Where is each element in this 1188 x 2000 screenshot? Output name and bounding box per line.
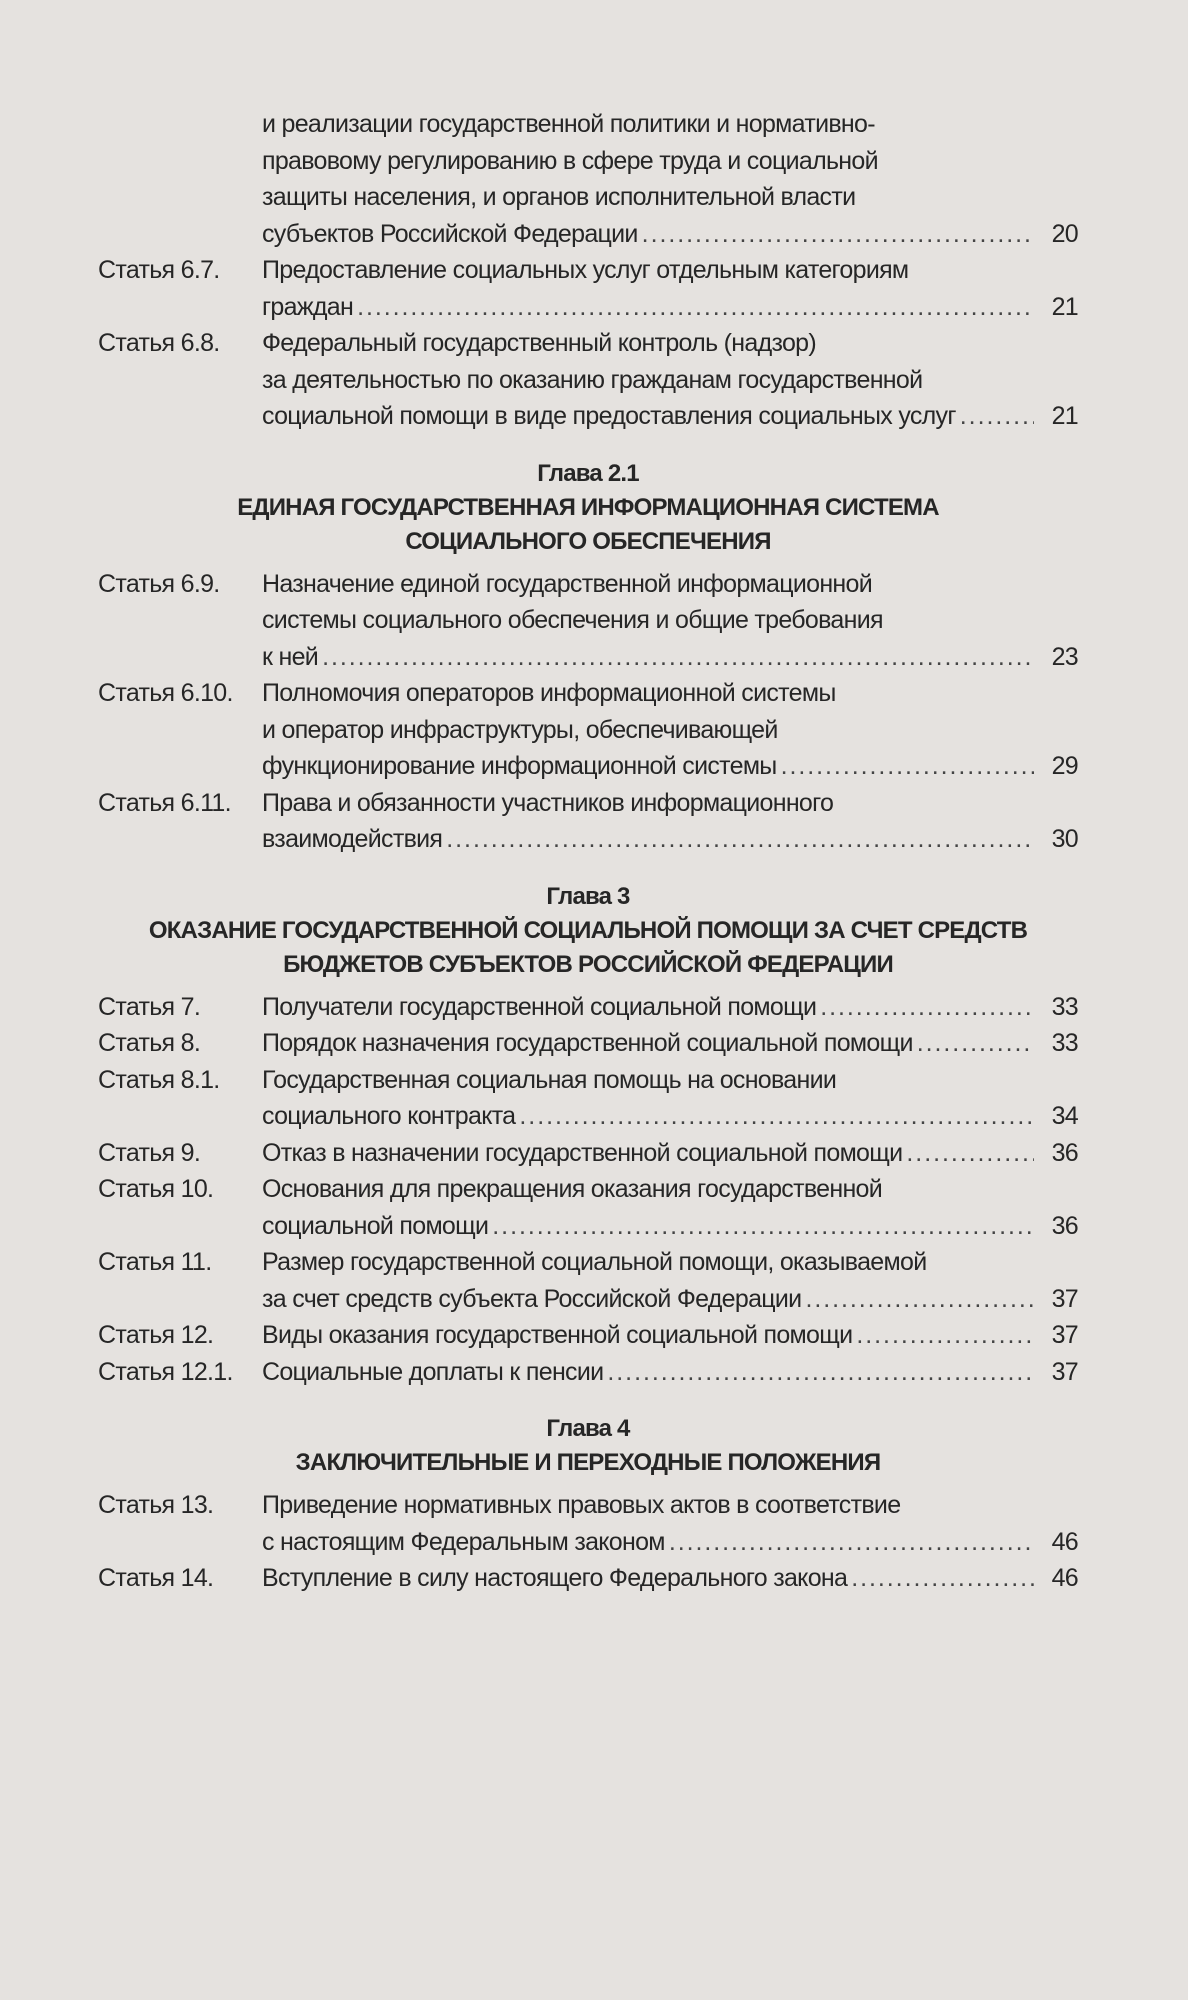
page-number: 23	[1051, 642, 1078, 671]
page-number: 20	[1051, 219, 1078, 248]
entry-title-text: Социальные доплаты к пенсии	[262, 1357, 604, 1386]
article-label: Статья 10.	[98, 1175, 214, 1203]
article-label: Статья 6.9.	[98, 569, 220, 598]
entry-title-text: Предоставление социальных услуг отдельным категориям	[262, 256, 909, 284]
toc-entry	[98, 325, 1078, 435]
dot-leader	[906, 1135, 1034, 1172]
entry-title-text: граждан	[262, 292, 354, 321]
toc-line	[98, 566, 1078, 603]
entry-title-text: защиты населения, и органов исполнительной власти	[262, 183, 856, 211]
entry-title-text: Назначение единой государственной информационной	[262, 569, 873, 598]
toc-entry	[98, 1135, 1078, 1172]
toc-entry	[98, 1560, 1078, 1597]
article-label: Статья 13.	[98, 1491, 214, 1519]
chapter-title: БЮДЖЕТОВ СУБЪЕКТОВ РОССИЙСКОЙ ФЕДЕРАЦИИ	[283, 950, 893, 978]
toc-line	[98, 1317, 1078, 1354]
article-label: Статья 8.1.	[98, 1065, 220, 1094]
entry-title-text: Размер государственной социальной помощи, оказываемой	[262, 1248, 927, 1276]
dot-leader	[917, 1025, 1034, 1062]
chapter-number: Глава 2.1	[537, 459, 639, 487]
entry-title-text: и реализации государственной политики и нормативно-	[262, 110, 875, 138]
dot-leader	[357, 289, 1034, 326]
page-number: 21	[1051, 292, 1078, 321]
toc-entry	[98, 989, 1078, 1026]
toc-line	[98, 748, 1078, 785]
toc-line	[98, 1171, 1078, 1208]
entry-title-text: Полномочия операторов информационной системы	[262, 679, 836, 707]
toc-line	[98, 1524, 1078, 1561]
toc-entry	[98, 1025, 1078, 1062]
toc-entry	[98, 1487, 1078, 1560]
article-label: Статья 6.10.	[98, 679, 233, 707]
article-label	[98, 602, 262, 639]
toc-line	[98, 252, 1078, 289]
toc-entry	[98, 106, 1078, 252]
toc-line	[98, 1354, 1078, 1391]
entry-title-text: Федеральный государственный контроль (надзор)	[262, 329, 816, 357]
dot-leader	[669, 1524, 1034, 1561]
toc-line	[98, 362, 1078, 399]
toc-entry	[98, 566, 1078, 676]
entry-title-text: за деятельностью по оказанию гражданам государственной	[262, 365, 923, 394]
article-label	[98, 821, 262, 858]
chapter-number: Глава 3	[546, 882, 630, 910]
toc-line	[98, 1025, 1078, 1062]
entry-title-text: взаимодействия	[262, 825, 443, 853]
article-label	[98, 362, 262, 399]
article-label	[98, 143, 262, 180]
article-label: Статья 12.	[98, 1321, 214, 1349]
article-label	[98, 1281, 262, 1318]
article-label: Статья 12.1.	[98, 1357, 233, 1386]
toc-entry	[98, 252, 1078, 325]
toc-line	[98, 1135, 1078, 1172]
dot-leader	[492, 1208, 1034, 1245]
toc-line	[98, 325, 1078, 362]
article-label: Статья 6.7.	[98, 256, 220, 284]
page-number: 21	[1051, 402, 1078, 430]
entry-title-text: Основания для прекращения оказания государственной	[262, 1175, 883, 1203]
entry-title-text: Виды оказания государственной социальной помощи	[262, 1321, 853, 1349]
entry-title-text: за счет средств субъекта Российской Федерации	[262, 1284, 802, 1313]
entry-title-text: к ней	[262, 642, 319, 671]
page-number: 37	[1051, 1321, 1078, 1349]
entry-title-text: функционирование информационной системы	[262, 752, 777, 780]
toc-entry	[98, 785, 1078, 858]
chapter-title: СОЦИАЛЬНОГО ОБЕСПЕЧЕНИЯ	[405, 527, 771, 555]
article-label: Статья 6.11.	[98, 788, 231, 817]
page-number: 46	[1051, 1527, 1078, 1556]
toc-line	[98, 1487, 1078, 1524]
toc-entry	[98, 1062, 1078, 1135]
dot-leader	[805, 1281, 1034, 1318]
entry-title-text: социального контракта	[262, 1102, 516, 1130]
toc-entry	[98, 1354, 1078, 1391]
article-label	[98, 748, 262, 785]
toc-line	[98, 602, 1078, 639]
toc-line	[98, 1560, 1078, 1597]
article-label	[98, 1524, 262, 1561]
toc-entry	[98, 1244, 1078, 1317]
toc-entry	[98, 1317, 1078, 1354]
toc-line	[98, 989, 1078, 1026]
toc-entry	[98, 675, 1078, 785]
entry-title-text: социальной помощи	[262, 1211, 489, 1240]
page-number: 46	[1051, 1564, 1078, 1592]
dot-leader	[607, 1354, 1034, 1391]
dot-leader	[322, 639, 1034, 676]
dot-leader	[642, 216, 1034, 253]
page-number: 36	[1051, 1211, 1078, 1240]
page-number: 30	[1051, 825, 1078, 853]
entry-title-text: Государственная социальная помощь на основании	[262, 1065, 837, 1094]
entry-title-text: Права и обязанности участников информационного	[262, 788, 834, 817]
dot-leader	[446, 821, 1034, 858]
entry-title-text: системы социального обеспечения и общие требования	[262, 606, 883, 634]
dot-leader	[960, 398, 1034, 435]
article-label	[98, 1208, 262, 1245]
article-label: Статья 9.	[98, 1138, 201, 1167]
toc-line	[98, 1098, 1078, 1135]
entry-title-text: Получатели государственной социальной помощи	[262, 992, 817, 1021]
toc-line	[98, 675, 1078, 712]
article-label	[98, 179, 262, 216]
chapter-number: Глава 4	[546, 1415, 630, 1442]
entry-title-text: Порядок назначения государственной социальной помощи	[262, 1029, 913, 1057]
article-label: Статья 8.	[98, 1029, 201, 1057]
toc-line	[98, 785, 1078, 822]
toc-line	[98, 639, 1078, 676]
page-number: 29	[1051, 752, 1078, 780]
dot-leader	[851, 1560, 1034, 1597]
article-label	[98, 639, 262, 676]
toc-line	[98, 106, 1078, 143]
table-of-contents	[98, 106, 1078, 1597]
page-number: 37	[1051, 1284, 1078, 1313]
entry-title-text: и оператор инфраструктуры, обеспечивающей	[262, 715, 778, 744]
article-label: Статья 11.	[98, 1248, 212, 1276]
entry-title-text: Приведение нормативных правовых актов в соответствие	[262, 1491, 901, 1519]
toc-line	[98, 1281, 1078, 1318]
chapter-title: ЕДИНАЯ ГОСУДАРСТВЕННАЯ ИНФОРМАЦИОННАЯ СИСТЕМА	[237, 493, 939, 521]
toc-line	[98, 398, 1078, 435]
page-number: 33	[1051, 1029, 1078, 1057]
entry-title-text: субъектов Российской Федерации	[262, 219, 638, 248]
toc-line	[98, 1244, 1078, 1281]
toc-line	[98, 821, 1078, 858]
entry-title-text: с настоящим Федеральным законом	[262, 1527, 665, 1556]
entry-title-text: правовому регулированию в сфере труда и социальной	[262, 146, 878, 175]
entry-title-text: Отказ в назначении государственной социальной помощи	[262, 1138, 903, 1167]
article-label	[98, 216, 262, 253]
article-label	[98, 106, 262, 143]
article-label: Статья 6.8.	[98, 329, 220, 357]
page-number: 34	[1051, 1102, 1078, 1130]
toc-line	[98, 1062, 1078, 1099]
toc-line	[98, 216, 1078, 253]
article-label: Статья 7.	[98, 992, 201, 1021]
toc-line	[98, 179, 1078, 216]
page-number: 33	[1051, 992, 1078, 1021]
toc-line	[98, 289, 1078, 326]
article-label	[98, 1098, 262, 1135]
entry-title-text: Вступление в силу настоящего Федерального закона	[262, 1564, 848, 1592]
article-label	[98, 712, 262, 749]
toc-entry	[98, 1171, 1078, 1244]
chapter-title: ЗАКЛЮЧИТЕЛЬНЫЕ И ПЕРЕХОДНЫЕ ПОЛОЖЕНИЯ	[295, 1449, 881, 1476]
dot-leader	[856, 1317, 1034, 1354]
article-label	[98, 398, 262, 435]
entry-title-text: социальной помощи в виде предоставления социальных услуг	[262, 402, 956, 430]
page-number: 36	[1051, 1138, 1078, 1167]
article-label	[98, 289, 262, 326]
article-label: Статья 14.	[98, 1564, 214, 1592]
dot-leader	[781, 748, 1034, 785]
chapter-title: ОКАЗАНИЕ ГОСУДАРСТВЕННОЙ СОЦИАЛЬНОЙ ПОМОЩИ ЗА СЧЕТ СРЕДСТВ	[148, 916, 1028, 944]
toc-line	[98, 1208, 1078, 1245]
page-number: 37	[1051, 1357, 1078, 1386]
dot-leader	[519, 1098, 1034, 1135]
toc-line	[98, 712, 1078, 749]
toc-line	[98, 143, 1078, 180]
dot-leader	[820, 989, 1034, 1026]
